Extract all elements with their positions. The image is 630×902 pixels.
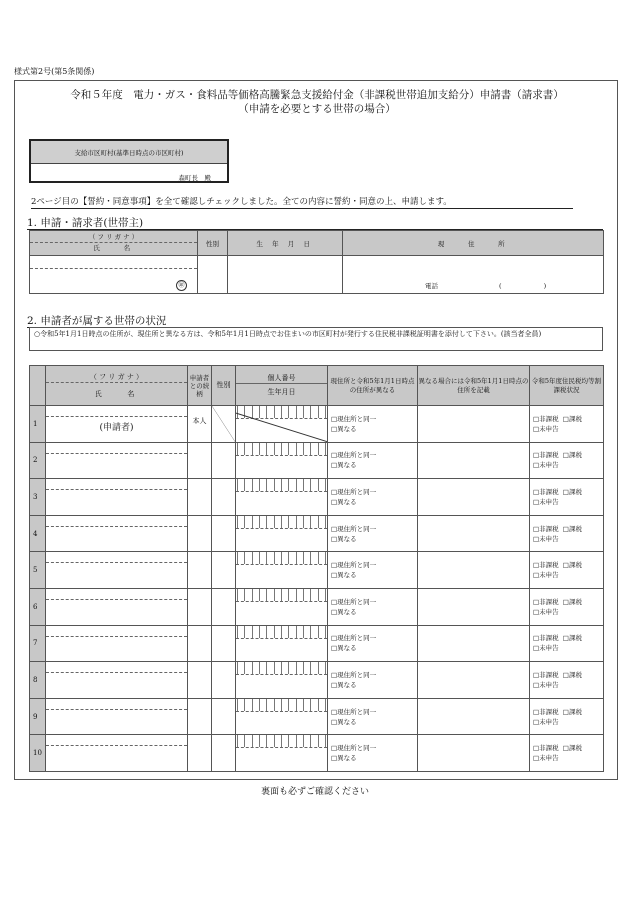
municipality-field[interactable]	[31, 164, 227, 184]
jan1-address-cell[interactable]	[418, 515, 530, 552]
member-name-cell[interactable]	[46, 515, 188, 552]
mynumber-cell[interactable]	[236, 406, 328, 443]
same-address-checkbox[interactable]: □現住所と同一	[331, 707, 377, 716]
same-address-checkbox[interactable]: □現住所と同一	[331, 744, 377, 753]
municipality-box	[29, 139, 229, 183]
row-number: 7	[30, 625, 46, 662]
member-name-cell[interactable]	[46, 625, 188, 662]
tax-status-cell[interactable]	[530, 406, 604, 443]
tax-status-cell[interactable]	[530, 515, 604, 552]
unfiled-checkbox[interactable]: □未申告	[533, 717, 559, 726]
member-name-cell[interactable]	[46, 735, 188, 772]
agreement-statement: 2ページ目の【誓約・同意事項】を全て確認しチェックしました。全ての内容に誓約・同意の上、申請します。	[31, 197, 452, 207]
mynumber-cell[interactable]	[236, 442, 328, 479]
tax-status-cell[interactable]	[530, 552, 604, 589]
row-number: 2	[30, 442, 46, 479]
jan1-address-cell[interactable]	[418, 406, 530, 443]
relation-cell[interactable]	[188, 588, 212, 625]
row-number: 9	[30, 698, 46, 735]
mynumber-header	[236, 366, 328, 406]
strike-line	[212, 406, 235, 442]
row-number: 4	[30, 515, 46, 552]
dob-divider	[236, 711, 327, 712]
unfiled-checkbox[interactable]: □未申告	[533, 424, 559, 433]
same-address-checkbox[interactable]: □現住所と同一	[331, 670, 377, 679]
address-diff-cell[interactable]	[328, 479, 418, 516]
relation-cell[interactable]	[188, 515, 212, 552]
same-address-checkbox[interactable]: □現住所と同一	[331, 451, 377, 460]
nontax-checkbox[interactable]: □非課税	[533, 597, 559, 606]
different-address-checkbox[interactable]: □異なる	[331, 717, 357, 726]
tax-checkbox[interactable]: □課税	[562, 524, 582, 533]
dob-divider	[236, 601, 327, 602]
unfiled-checkbox[interactable]: □未申告	[533, 754, 559, 763]
applicant-name-header	[30, 231, 198, 256]
kana-divider	[46, 562, 187, 563]
kana-divider	[46, 709, 187, 710]
applicant-name-field[interactable]	[30, 256, 198, 294]
address-diff-cell[interactable]	[328, 442, 418, 479]
member-name-label: 氏 名	[94, 389, 139, 398]
dob-divider	[236, 564, 327, 565]
address-diff-cell[interactable]	[328, 552, 418, 589]
mynumber-digit-boxes	[237, 626, 326, 638]
tax-checkbox[interactable]: □課税	[562, 561, 582, 570]
address-diff-header: 現住所と令和5年1月1日時点の住所が異なる	[328, 366, 418, 406]
nontax-checkbox[interactable]: □非課税	[533, 707, 559, 716]
tax-checkbox[interactable]: □課税	[562, 634, 582, 643]
mynumber-cell[interactable]	[236, 552, 328, 589]
jan1-address-cell[interactable]	[418, 588, 530, 625]
address-diff-cell[interactable]	[328, 406, 418, 443]
nontax-checkbox[interactable]: □非課税	[533, 451, 559, 460]
tax-checkbox[interactable]: □課税	[562, 744, 582, 753]
nontax-checkbox[interactable]: □非課税	[533, 414, 559, 423]
application-form	[14, 80, 618, 780]
row-number: 6	[30, 588, 46, 625]
address-diff-cell[interactable]	[328, 735, 418, 772]
phone-label: 電話	[425, 282, 438, 290]
relation-cell: 本人	[188, 406, 212, 443]
nontax-checkbox[interactable]: □非課税	[533, 634, 559, 643]
name-label: 氏 名	[93, 244, 134, 252]
kana-divider	[46, 526, 187, 527]
dob-divider	[236, 747, 327, 748]
different-address-checkbox[interactable]: □異なる	[331, 534, 357, 543]
tax-checkbox[interactable]: □課税	[562, 597, 582, 606]
table-row	[30, 662, 604, 699]
tax-status-cell[interactable]	[530, 735, 604, 772]
tax-status-cell[interactable]	[530, 662, 604, 699]
different-address-checkbox[interactable]: □異なる	[331, 497, 357, 506]
certificate-notice: ○令和5年1月1日時点の住所が、現住所と異なる方は、令和5年1月1日時点でお住まいの市区町村が発行する住民税非課税証明書を添付して下さい。(該当者全員)	[29, 327, 603, 351]
section1-heading: 1. 申請・請求者(世帯主)	[27, 217, 144, 229]
mynumber-cell[interactable]	[236, 735, 328, 772]
row-number: 8	[30, 662, 46, 699]
member-name-cell[interactable]	[46, 406, 188, 443]
tax-status-cell[interactable]	[530, 442, 604, 479]
mynumber-digit-boxes	[237, 516, 326, 528]
form-id: 様式第2号(第5条関係)	[14, 67, 95, 76]
municipality-label: 支給市区町村(基準日時点の市区町村)	[31, 141, 227, 164]
dob-header: 生 年 月 日	[228, 231, 343, 256]
tax-checkbox[interactable]: □課税	[562, 487, 582, 496]
kana-divider	[46, 453, 187, 454]
different-address-checkbox[interactable]: □異なる	[331, 461, 357, 470]
member-kana-label: （ フ リ ガ ナ ）	[46, 373, 187, 383]
table-row	[30, 625, 604, 662]
gender-header: 性別	[198, 231, 228, 256]
table-row	[30, 698, 604, 735]
same-address-checkbox[interactable]: □現住所と同一	[331, 524, 377, 533]
form-title: 令和５年度 電力・ガス・食料品等価格高騰緊急支援給付金（非課税世帯追加支給分）申請書（請求書）	[70, 89, 564, 101]
dob-divider	[236, 491, 327, 492]
different-address-checkbox[interactable]: □異なる	[331, 644, 357, 653]
unfiled-checkbox[interactable]: □未申告	[533, 680, 559, 689]
unfiled-checkbox[interactable]: □未申告	[533, 534, 559, 543]
member-name-cell[interactable]	[46, 698, 188, 735]
mynumber-cell[interactable]	[236, 662, 328, 699]
relation-header: 申請者との続柄	[188, 366, 212, 406]
tax-checkbox[interactable]: □課税	[562, 414, 582, 423]
unfiled-checkbox[interactable]: □未申告	[533, 571, 559, 580]
member-gender-header: 性別	[212, 366, 236, 406]
member-name-cell[interactable]	[46, 552, 188, 589]
relation-cell[interactable]	[188, 442, 212, 479]
mynumber-digit-boxes	[237, 443, 326, 455]
phone-parens: ( )	[499, 282, 547, 290]
mynumber-digit-boxes	[237, 735, 326, 747]
nontax-checkbox[interactable]: □非課税	[533, 524, 559, 533]
address-diff-cell[interactable]	[328, 625, 418, 662]
mynumber-cell[interactable]	[236, 479, 328, 516]
table-row	[30, 552, 604, 589]
dob-divider	[236, 638, 327, 639]
mynumber-digit-boxes	[237, 589, 326, 601]
strike-line	[236, 406, 327, 442]
relation-cell[interactable]	[188, 662, 212, 699]
kana-divider	[46, 745, 187, 746]
table-row	[30, 515, 604, 552]
form-subtitle: （申請を必要とする世帯の場合）	[238, 103, 396, 115]
different-address-checkbox[interactable]: □異なる	[331, 680, 357, 689]
relation-cell[interactable]	[188, 625, 212, 662]
jan1-address-cell[interactable]	[418, 479, 530, 516]
same-address-checkbox[interactable]: □現住所と同一	[331, 487, 377, 496]
member-name: (申請者)	[99, 423, 134, 433]
mynumber-cell[interactable]	[236, 515, 328, 552]
tax-status-cell[interactable]	[530, 625, 604, 662]
member-name-cell[interactable]	[46, 662, 188, 699]
nontax-checkbox[interactable]: □非課税	[533, 561, 559, 570]
tax-status-header: 令和5年度住民税均等割課税状況	[530, 366, 604, 406]
unfiled-checkbox[interactable]: □未申告	[533, 497, 559, 506]
applicant-gender-field[interactable]	[198, 256, 228, 294]
tax-status-cell[interactable]	[530, 588, 604, 625]
same-address-checkbox[interactable]: □現住所と同一	[331, 597, 377, 606]
dob-divider	[236, 455, 327, 456]
household-table	[29, 365, 604, 772]
jan1-address-cell[interactable]	[418, 625, 530, 662]
row-number: 3	[30, 479, 46, 516]
different-address-checkbox[interactable]: □異なる	[331, 571, 357, 580]
member-dob-label: 生年月日	[267, 388, 296, 396]
different-address-checkbox[interactable]: □異なる	[331, 607, 357, 616]
different-address-checkbox[interactable]: □異なる	[331, 424, 357, 433]
table-row	[30, 442, 604, 479]
nontax-checkbox[interactable]: □非課税	[533, 670, 559, 679]
nontax-checkbox[interactable]: □非課税	[533, 744, 559, 753]
mynumber-digit-boxes	[237, 479, 326, 491]
row-number: 1	[30, 406, 46, 443]
jan1-address-cell[interactable]	[418, 662, 530, 699]
address-diff-cell[interactable]	[328, 698, 418, 735]
address-diff-cell[interactable]	[328, 515, 418, 552]
address-diff-cell[interactable]	[328, 588, 418, 625]
addressee: 森町長 殿	[178, 174, 211, 182]
relation-cell[interactable]	[188, 479, 212, 516]
mynumber-label: 個人番号	[236, 374, 327, 384]
mynumber-digit-boxes	[237, 552, 326, 564]
num-header	[30, 366, 46, 406]
applicant-table	[29, 230, 604, 294]
jan1-address-header: 異なる場合には令和5年1月1日時点の住所を記載	[418, 366, 530, 406]
tax-checkbox[interactable]: □課税	[562, 451, 582, 460]
jan1-address-cell[interactable]	[418, 735, 530, 772]
same-address-checkbox[interactable]: □現住所と同一	[331, 561, 377, 570]
gender-cell[interactable]	[212, 442, 236, 479]
mynumber-digit-boxes	[237, 699, 326, 711]
tax-status-cell[interactable]	[530, 698, 604, 735]
address-diff-cell[interactable]	[328, 662, 418, 699]
member-name-header	[46, 366, 188, 406]
kana-label: （ フ リ ガ ナ ）	[30, 233, 197, 243]
gender-cell[interactable]	[212, 698, 236, 735]
relation-cell[interactable]	[188, 698, 212, 735]
dob-divider	[236, 528, 327, 529]
gender-cell[interactable]	[212, 735, 236, 772]
nontax-checkbox[interactable]: □非課税	[533, 487, 559, 496]
relation-cell[interactable]	[188, 552, 212, 589]
mynumber-cell[interactable]	[236, 588, 328, 625]
jan1-address-cell[interactable]	[418, 698, 530, 735]
jan1-address-cell[interactable]	[418, 442, 530, 479]
row-number: 5	[30, 552, 46, 589]
table-row	[30, 588, 604, 625]
unfiled-checkbox[interactable]: □未申告	[533, 644, 559, 653]
member-name-cell[interactable]	[46, 442, 188, 479]
gender-cell[interactable]	[212, 515, 236, 552]
gender-cell-struck	[212, 406, 236, 443]
table-row	[30, 735, 604, 772]
kana-divider	[46, 489, 187, 490]
row-number: 10	[30, 735, 46, 772]
applicant-address-field[interactable]	[343, 256, 604, 294]
unfiled-checkbox[interactable]: □未申告	[533, 461, 559, 470]
gender-cell[interactable]	[212, 479, 236, 516]
dob-divider	[236, 674, 327, 675]
gender-cell[interactable]	[212, 625, 236, 662]
relation-cell[interactable]	[188, 735, 212, 772]
address-header: 現 住 所	[343, 231, 604, 256]
tax-checkbox[interactable]: □課税	[562, 670, 582, 679]
gender-cell[interactable]	[212, 552, 236, 589]
kana-divider	[46, 672, 187, 673]
member-name-cell[interactable]	[46, 588, 188, 625]
footer-note: 裏面も必ずご確認ください	[260, 787, 369, 797]
same-address-checkbox[interactable]: □現住所と同一	[331, 414, 377, 423]
table-row	[30, 479, 604, 516]
tax-status-cell[interactable]	[530, 479, 604, 516]
applicant-dob-field[interactable]	[228, 256, 343, 294]
member-name-cell[interactable]	[46, 479, 188, 516]
section2-heading: 2. 申請者が属する世帯の状況	[27, 315, 167, 327]
table-row	[30, 406, 604, 443]
mynumber-cell[interactable]	[236, 625, 328, 662]
mynumber-cell[interactable]	[236, 698, 328, 735]
different-address-checkbox[interactable]: □異なる	[331, 754, 357, 763]
kana-divider	[46, 416, 187, 417]
gender-cell[interactable]	[212, 588, 236, 625]
kana-divider	[46, 599, 187, 600]
tax-checkbox[interactable]: □課税	[562, 707, 582, 716]
same-address-checkbox[interactable]: □現住所と同一	[331, 634, 377, 643]
kana-divider	[46, 636, 187, 637]
seal-mark: ㊞	[176, 280, 187, 291]
gender-cell[interactable]	[212, 662, 236, 699]
mynumber-digit-boxes	[237, 662, 326, 674]
kana-divider	[30, 268, 197, 269]
unfiled-checkbox[interactable]: □未申告	[533, 607, 559, 616]
agreement-underline	[31, 208, 573, 209]
jan1-address-cell[interactable]	[418, 552, 530, 589]
